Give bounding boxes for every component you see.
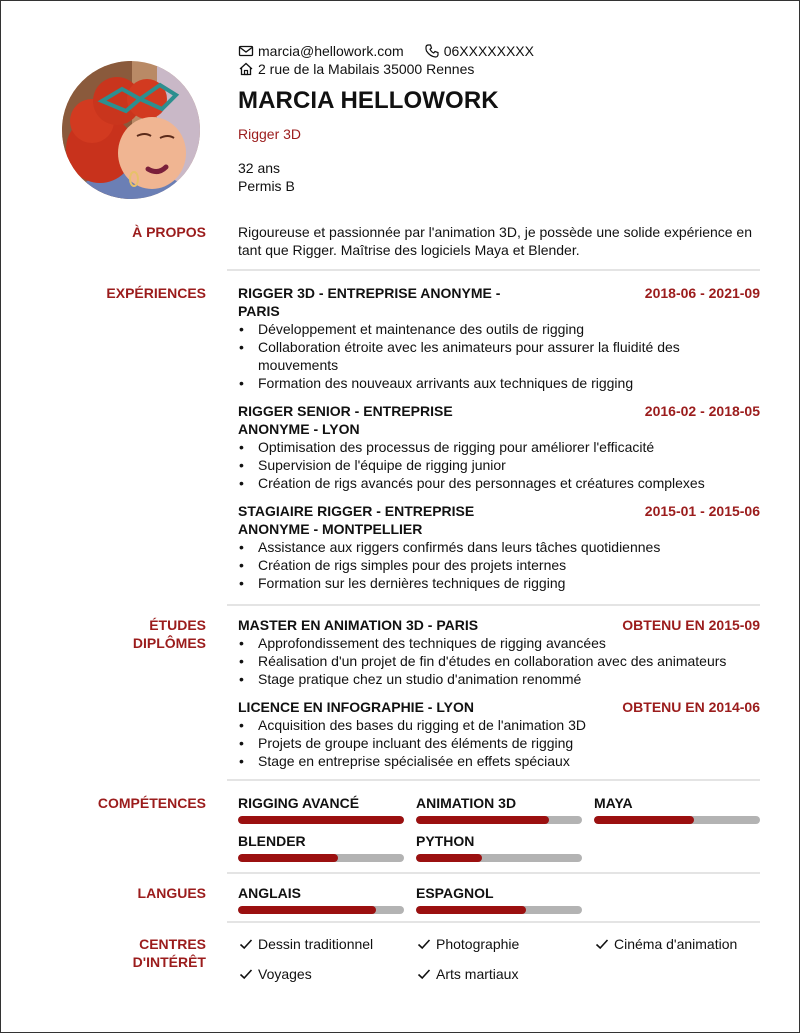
list-item: • Formation sur les dernières techniques de rigging <box>238 574 760 592</box>
avatar <box>62 61 200 199</box>
list-item: • Développement et maintenance des outils de rigging <box>238 320 760 338</box>
section-label-skills: COMPÉTENCES <box>97 795 206 811</box>
list-item: • Création de rigs avancés pour des personnages et créatures complexes <box>238 474 760 492</box>
skill-bar <box>416 816 582 824</box>
skill-name: BLENDER <box>238 833 306 849</box>
interest-item <box>416 965 518 983</box>
address: 2 rue de la Mabilais 35000 Rennes <box>258 61 475 77</box>
skill-name: RIGGING AVANCÉ <box>238 795 360 811</box>
section-label-education <box>61 616 206 652</box>
skill-bar <box>594 816 760 824</box>
experience-dates: 2015-01 - 2015-06 <box>644 503 760 519</box>
age: 32 ans <box>238 160 281 176</box>
interest-item <box>594 935 737 953</box>
interest-label: Voyages <box>258 966 312 982</box>
section-label-line: D'INTÉRÊT <box>132 954 206 970</box>
list-item: • Formation des nouveaux arrivants aux techniques de rigging <box>238 374 760 392</box>
education-dates: OBTENU EN 2014-06 <box>622 699 760 715</box>
skill-name: ANIMATION 3D <box>416 795 517 811</box>
candidate-name: MARCIA HELLOWORK <box>238 87 499 114</box>
experience-bullets <box>238 320 760 392</box>
contact-block <box>238 42 550 78</box>
section-label-about: À PROPOS <box>132 224 206 240</box>
divider <box>227 872 760 874</box>
interest-item <box>416 935 519 953</box>
list-item: • Projets de groupe incluant des éléments de rigging <box>238 734 760 752</box>
skill-item <box>416 794 582 824</box>
language-name: ESPAGNOL <box>416 885 494 901</box>
section-label-languages: LANGUES <box>137 885 206 901</box>
education-entry <box>238 616 760 688</box>
driving-license: Permis B <box>238 178 295 194</box>
list-item: • Collaboration étroite avec les animateurs pour assurer la fluidité des mouvements <box>238 338 760 374</box>
check-icon <box>416 936 432 952</box>
experience-entry <box>238 284 760 392</box>
skill-bar <box>416 854 582 862</box>
skill-bar-fill <box>594 816 694 824</box>
education-title: LICENCE EN INFOGRAPHIE - LYON <box>238 699 474 715</box>
check-icon <box>416 966 432 982</box>
list-item: • Optimisation des processus de rigging pour améliorer l'efficacité <box>238 438 760 456</box>
section-label-line: ÉTUDES <box>149 617 206 633</box>
personal-details <box>238 159 295 195</box>
list-item: • Stage en entreprise spécialisée en effets spéciaux <box>238 752 760 770</box>
check-icon <box>594 936 610 952</box>
experience-bullets <box>238 438 760 492</box>
language-item <box>416 884 582 914</box>
skill-name: PYTHON <box>416 833 475 849</box>
language-item <box>238 884 404 914</box>
education-bullets <box>238 634 760 688</box>
language-bar <box>416 906 582 914</box>
section-label-interests <box>61 935 206 971</box>
skill-item <box>416 832 582 862</box>
list-item: • Supervision de l'équipe de rigging junior <box>238 456 760 474</box>
language-bar-fill <box>416 906 526 914</box>
experience-dates: 2016-02 - 2018-05 <box>644 403 760 419</box>
skill-bar-fill <box>238 816 404 824</box>
section-label-experience: EXPÉRIENCES <box>106 285 206 301</box>
phone-icon <box>424 43 440 59</box>
check-icon <box>238 936 254 952</box>
skill-bar-fill <box>416 816 549 824</box>
about-text: Rigoureuse et passionnée par l'animation 3D, je possède une solide expérience en tant que Rigger. Maîtrise des logiciels Maya et Blender. <box>238 224 753 258</box>
language-bar <box>238 906 404 914</box>
list-item: • Assistance aux riggers confirmés dans leurs tâches quotidiennes <box>238 538 760 556</box>
language-name: ANGLAIS <box>238 885 301 901</box>
experience-title: RIGGER SENIOR - ENTREPRISE ANONYME - LYON <box>238 403 453 437</box>
experience-title: RIGGER 3D - ENTREPRISE ANONYME - PARIS <box>238 285 501 319</box>
skill-bar-fill <box>238 854 338 862</box>
divider <box>227 921 760 923</box>
phone[interactable]: 06XXXXXXXX <box>443 43 534 59</box>
experience-entry <box>238 502 760 592</box>
education-entry <box>238 698 760 770</box>
divider <box>227 779 760 781</box>
interest-label: Arts martiaux <box>436 966 519 982</box>
list-item: • Stage pratique chez un studio d'animation renommé <box>238 670 760 688</box>
interest-label: Dessin traditionnel <box>258 936 374 952</box>
section-label-line: DIPLÔMES <box>132 635 206 651</box>
divider <box>227 604 760 606</box>
list-item: • Acquisition des bases du rigging et de l'animation 3D <box>238 716 760 734</box>
education-title: MASTER EN ANIMATION 3D - PARIS <box>238 617 479 633</box>
home-icon <box>238 61 254 77</box>
interest-item <box>238 965 312 983</box>
job-title: Rigger 3D <box>238 126 302 142</box>
interest-label: Cinéma d'animation <box>614 936 738 952</box>
education-bullets <box>238 716 760 770</box>
skill-item <box>238 794 404 824</box>
education-dates: OBTENU EN 2015-09 <box>622 617 760 633</box>
list-item: • Approfondissement des techniques de rigging avancées <box>238 634 760 652</box>
interest-item <box>238 935 373 953</box>
section-label-line: CENTRES <box>139 936 206 952</box>
experience-bullets <box>238 538 760 592</box>
skill-name: MAYA <box>594 795 633 811</box>
skill-bar <box>238 816 404 824</box>
interest-label: Photographie <box>436 936 520 952</box>
skill-item <box>594 794 760 824</box>
experience-entry <box>238 402 760 492</box>
check-icon <box>238 966 254 982</box>
avatar-illustration <box>62 61 200 199</box>
mail-icon <box>238 43 254 59</box>
skill-bar <box>238 854 404 862</box>
language-bar-fill <box>238 906 376 914</box>
divider <box>227 269 760 271</box>
experience-title: STAGIAIRE RIGGER - ENTREPRISE ANONYME - MONTPELLIER <box>238 503 475 537</box>
experience-dates: 2018-06 - 2021-09 <box>644 285 760 301</box>
email[interactable]: marcia@hellowork.com <box>258 43 404 59</box>
list-item: • Réalisation d'un projet de fin d'études en collaboration avec des animateurs <box>238 652 760 670</box>
skill-bar-fill <box>416 854 482 862</box>
list-item: • Création de rigs simples pour des projets internes <box>238 556 760 574</box>
skill-item <box>238 832 404 862</box>
